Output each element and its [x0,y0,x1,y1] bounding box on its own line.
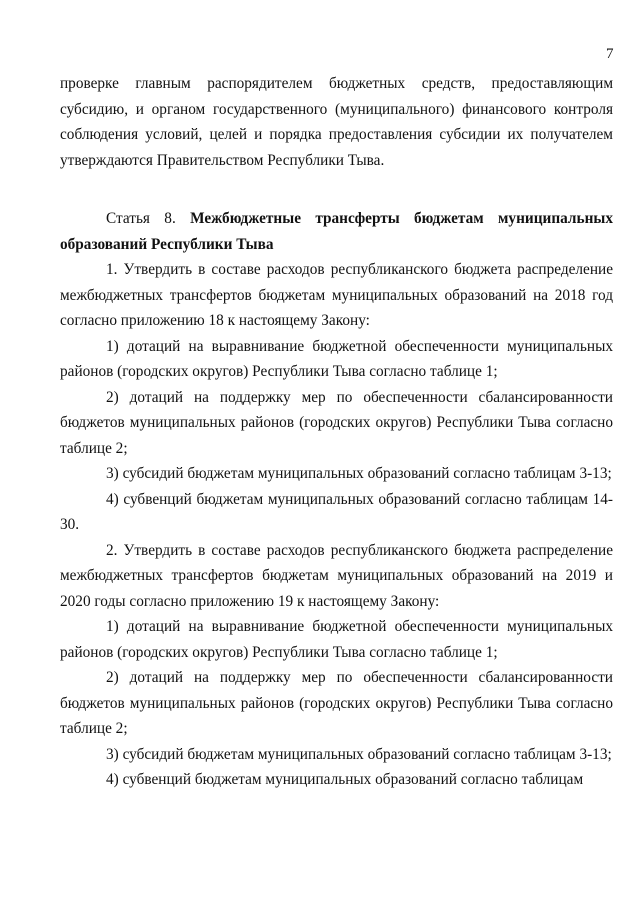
clause-2-item-2: 2) дотаций на поддержку мер по обеспеченности сбалансированности бюджетов муниципальных районов (городских округов) Республики Тыва согласно таблице 2; [60,669,613,737]
section-spacer [60,173,613,206]
document-body [60,71,613,793]
clause-1-item-1: 1) дотаций на выравнивание бюджетной обеспеченности муниципальных районов (городских округов) Республики Тыва согласно таблице 1; [60,337,613,380]
clause-2-item-3: 3) субсидий бюджетам муниципальных образований согласно таблицам 3-13; [106,745,612,763]
clause-2-item-1: 1) дотаций на выравнивание бюджетной обеспеченности муниципальных районов (городских округов) Республики Тыва согласно таблице 1; [60,618,613,661]
article-heading [60,206,613,257]
clause-1-item-2: 2) дотаций на поддержку мер по обеспеченности сбалансированности бюджетов муниципальных районов (городских округов) Республики Тыва согласно таблице 2; [60,388,613,457]
article-title: Межбюджетные трансферты бюджетам муниципальных образований Республики Тыва [60,210,614,253]
clause-2-item-4: 4) субвенций бюджетам муниципальных образований согласно таблицам [106,771,584,788]
clause-2: 2. Утвердить в составе расходов республиканского бюджета распределение межбюджетных трансфертов бюджетам муниципальных образований на 2019 и 2020 годы согласно приложению 19 к настоящему Закону: [60,541,613,610]
article-prefix: Статья 8. [106,210,176,227]
clause-1: 1. Утвердить в составе расходов республиканского бюджета распределение межбюджетных трансфертов бюджетам муниципальных образований на 2018 год согласно приложению 18 к настоящему Закону: [60,261,613,329]
intro-paragraph: проверке главным распорядителем бюджетных средств, предоставляющим субсидию, и органом государственного (муниципального) финансового контроля соблюдения условий, целей и порядка предоставления субсидии их получателем утверждаются Правительством Республики Тыва. [60,75,613,169]
clause-1-item-3: 3) субсидий бюджетам муниципальных образований согласно таблицам 3-13; [106,465,612,482]
clause-1-item-4: 4) субвенций бюджетам муниципальных образований согласно таблицам 14-30. [60,490,613,533]
page-number: 7 [606,46,614,62]
